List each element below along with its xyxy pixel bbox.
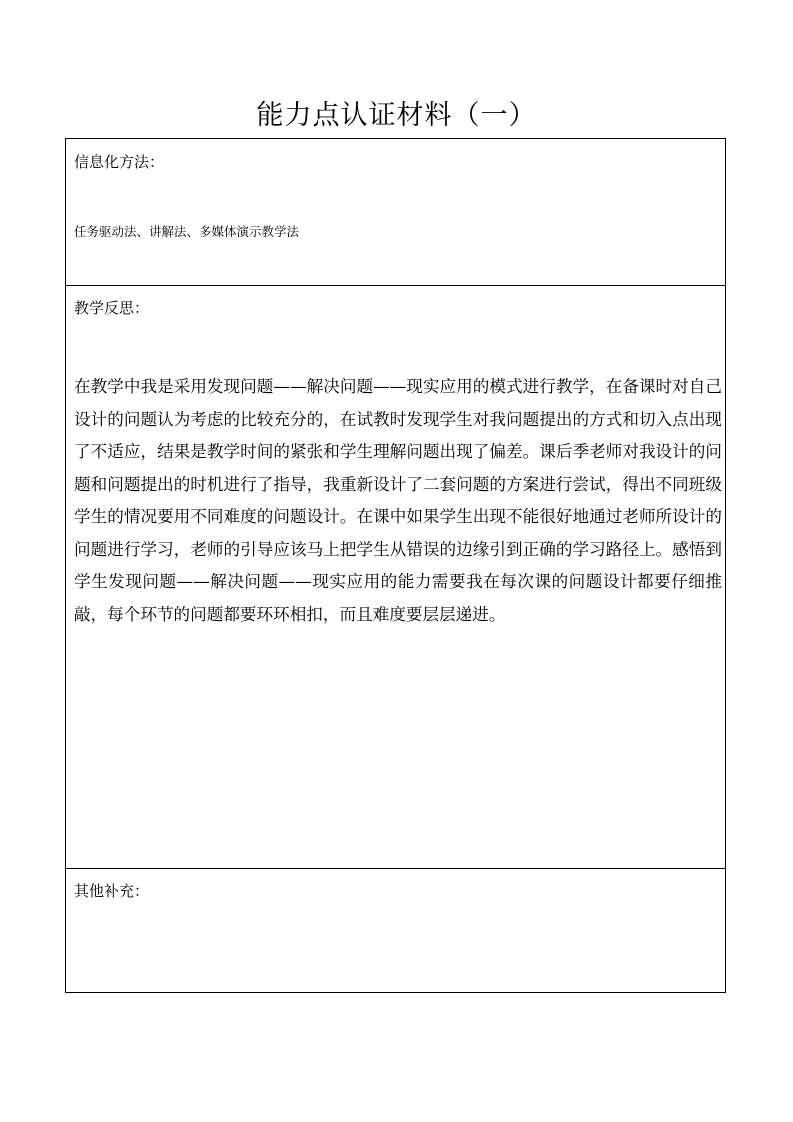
- methods-section: [66, 139, 725, 286]
- reflection-content: 在教学中我是采用发现问题——解决问题——现实应用的模式进行教学，在备课时对自己设计的问题认为考虑的比较充分的，在试教时发现学生对我问题提出的方式和切入点出现了不适应，结果是教学时间的紧张和学生理解问题出现了偏差。课后季老师对我设计的问题和问题提出的时机进行了指导，我重新设计了二套问题的方案进行尝试，得出不同班级学生的情况要用不同难度的问题设计。在课中如果学生出现不能很好地通过老师所设计的问题进行学习，老师的引导应该马上把学生从错误的边缘引到正确的学习路径上。感悟到学生发现问题——解决问题——现实应用的能力需要我在每次课的问题设计都要仔细推敲，每个环节的问题都要环环相扣，而且难度要层层递进。: [74, 377, 722, 624]
- other-label: 其他补充：: [74, 882, 150, 900]
- document-title: 能力点认证材料（一）: [256, 100, 537, 131]
- certification-form-table: [65, 138, 726, 993]
- methods-content: 任务驱动法、讲解法、多媒体演示教学法: [74, 224, 300, 239]
- methods-label: 信息化方法：: [74, 153, 165, 171]
- reflection-section: [66, 286, 725, 869]
- other-section: [66, 869, 725, 994]
- reflection-label: 教学反思：: [74, 299, 150, 317]
